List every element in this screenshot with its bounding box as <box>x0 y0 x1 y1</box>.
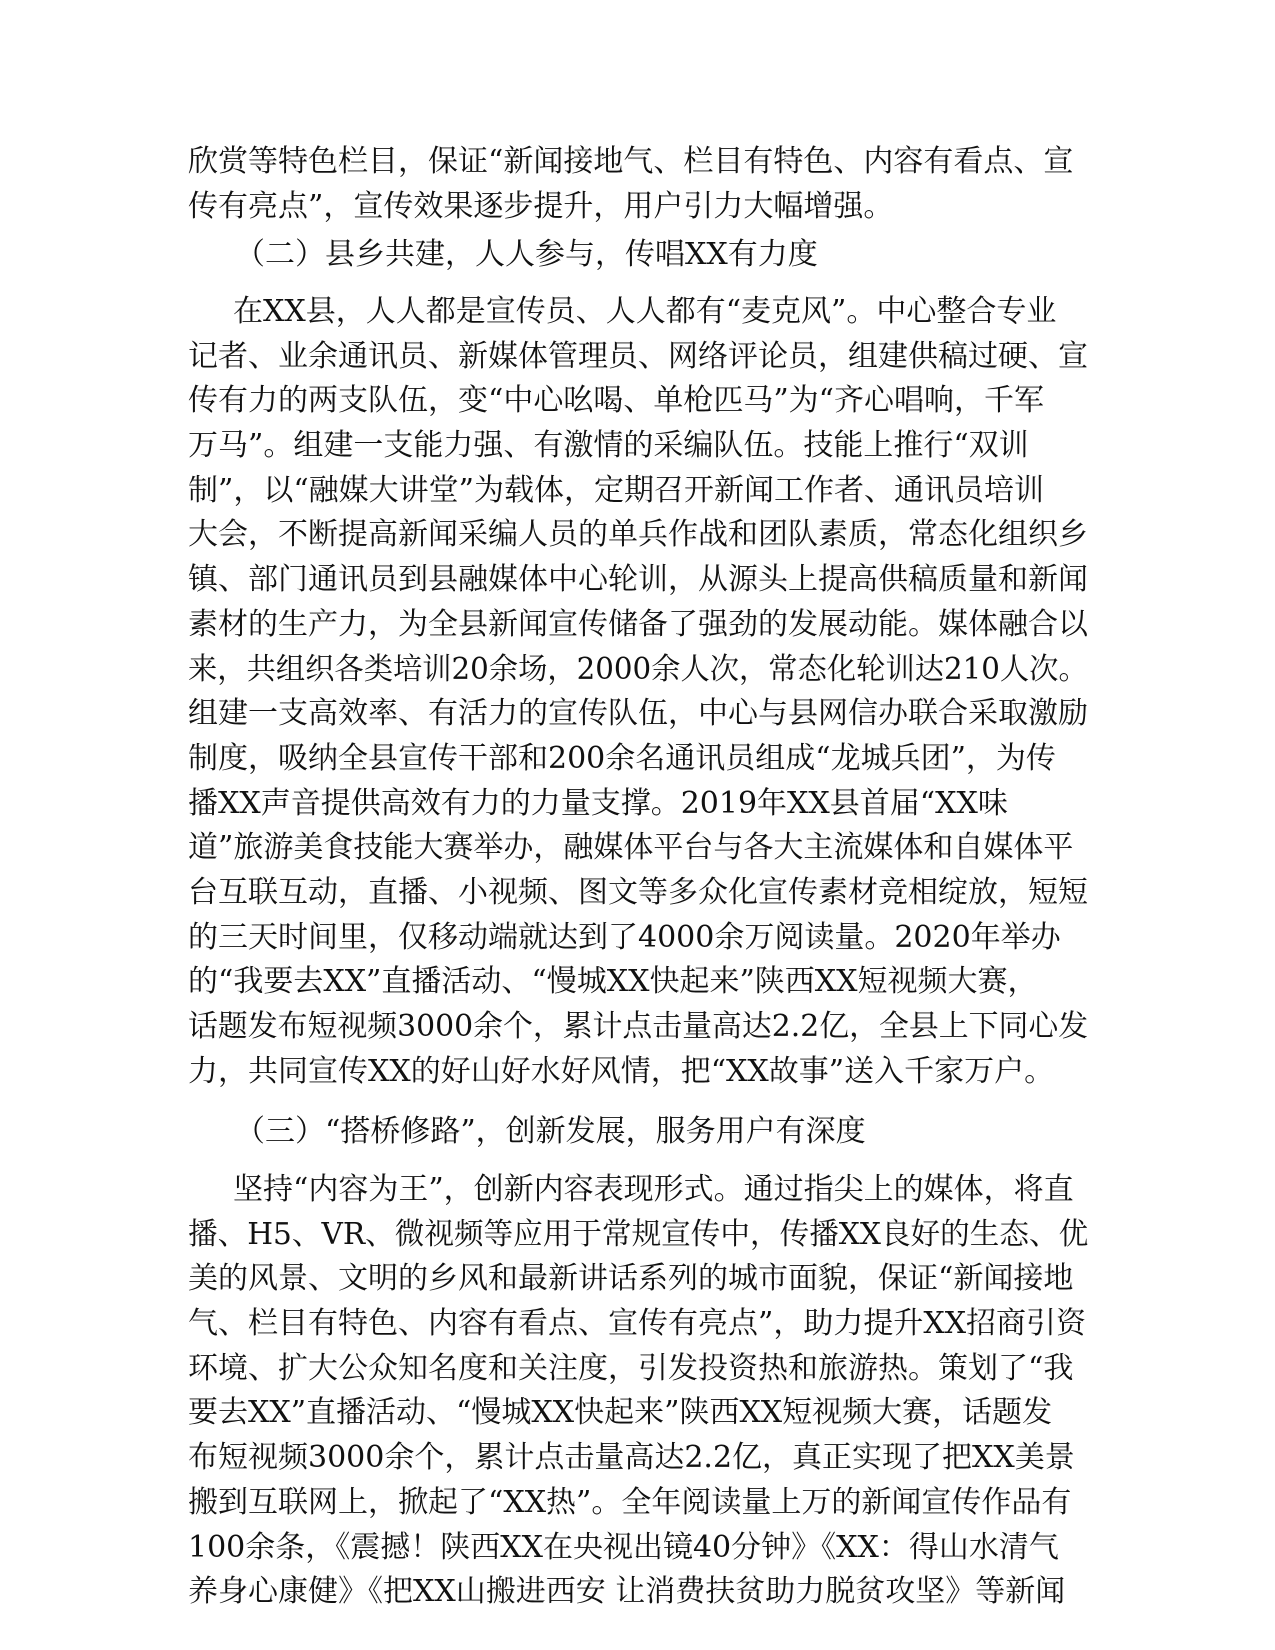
text-line: 美的风景、文明的乡风和最新讲话系列的城市面貌，保证“新闻接地 <box>188 1261 1074 1297</box>
text-line: 素材的生产力，为全县新闻宣传储备了强劲的发展动能。媒体融合以 <box>188 606 1088 642</box>
text-line: 来，共组织各类培训20余场，2000余人次，常态化轮训达210人次。 <box>188 651 1088 687</box>
text-line: 坚持“内容为王”，创新内容表现形式。通过指尖上的媒体，将直 <box>233 1172 1074 1207</box>
text-line: 组建一支高效率、有活力的宣传队伍，中心与县网信办联合采取激励 <box>188 696 1088 732</box>
section-heading-3: （三）“搭桥修路”，创新发展，服务用户有深度 <box>235 1114 866 1149</box>
text-line: 话题发布短视频3000余个，累计点击量高达2.2亿，全县上下同心发 <box>188 1009 1089 1044</box>
text-line: 记者、业余通讯员、新媒体管理员、网络评论员，组建供稿过硬、宣 <box>188 338 1088 374</box>
text-line: 大会，不断提高新闻采编人员的单兵作战和团队素质，常态化组织乡 <box>188 517 1088 553</box>
paragraph-section-2 <box>188 290 1088 1094</box>
text-line: 欣赏等特色栏目，保证“新闻接地气、栏目有特色、内容有看点、宣 <box>188 144 1074 179</box>
text-line: 万马”。组建一支能力强、有激情的采编队伍。技能上推行“双训 <box>188 428 1029 464</box>
text-line: 环境、扩大公众知名度和关注度，引发投资热和旅游热。策划了“我 <box>188 1350 1074 1386</box>
text-line: 搬到互联网上，掀起了“XX热”。全年阅读量上万的新闻宣传作品有 <box>188 1484 1072 1520</box>
paragraph-top <box>188 140 1088 229</box>
text-line: 播XX声音提供高效有力的力量支撑。2019年XX县首届“XX味 <box>188 785 1008 821</box>
text-line: 播、H5、VR、微视频等应用于常规宣传中，传播XX良好的生态、优 <box>188 1216 1089 1252</box>
text-line: 的三天时间里，仅移动端就达到了4000余万阅读量。2020年举办 <box>188 919 1061 955</box>
paragraph-section-3 <box>188 1168 1088 1615</box>
text-line: 气、栏目有特色、内容有看点、宣传有亮点”，助力提升XX招商引资 <box>188 1306 1087 1342</box>
text-line: 力，共同宣传XX的好山好水好风情，把“XX故事”送入千家万户。 <box>188 1053 1055 1089</box>
text-line: 镇、部门通讯员到县融媒体中心轮训，从源头上提高供稿质量和新闻 <box>188 562 1088 598</box>
text-line: 要去XX”直播活动、“慢城XX快起来”陕西XX短视频大赛，话题发 <box>188 1395 1053 1431</box>
text-line: 养身心康健》《把XX山搬进西安 让消费扶贫助力脱贫攻坚》等新闻 <box>188 1574 1066 1610</box>
text-line: 制”，以“融媒大讲堂”为载体，定期召开新闻工作者、通讯员培训 <box>188 472 1045 508</box>
text-line: 的“我要去XX”直播活动、“慢城XX快起来”陕西XX短视频大赛， <box>188 964 1038 1000</box>
text-line: 在XX县，人人都是宣传员、人人都有“麦克风”。中心整合专业 <box>233 294 1057 329</box>
text-line: 台互联互动，直播、小视频、图文等多众化宣传素材竞相绽放，短短 <box>188 874 1088 910</box>
text-line: 道”旅游美食技能大赛举办，融媒体平台与各大主流媒体和自媒体平 <box>188 830 1074 866</box>
text-line: 布短视频3000余个，累计点击量高达2.2亿，真正实现了把XX美景 <box>188 1440 1075 1476</box>
text-line: 传有力的两支队伍，变“中心吆喝、单枪匹马”为“齐心唱响，千军 <box>188 383 1045 419</box>
text-line: 传有亮点”，宣传效果逐步提升，用户引力大幅增强。 <box>188 188 894 224</box>
text-line: 100余条，《震撼！陕西XX在央视出镜40分钟》《XX：得山水清气 <box>188 1529 1059 1565</box>
text-line: 制度，吸纳全县宣传干部和200余名通讯员组成“龙城兵团”，为传 <box>188 740 1056 776</box>
section-heading-2: （二）县乡共建，人人参与，传唱XX有力度 <box>235 237 818 272</box>
